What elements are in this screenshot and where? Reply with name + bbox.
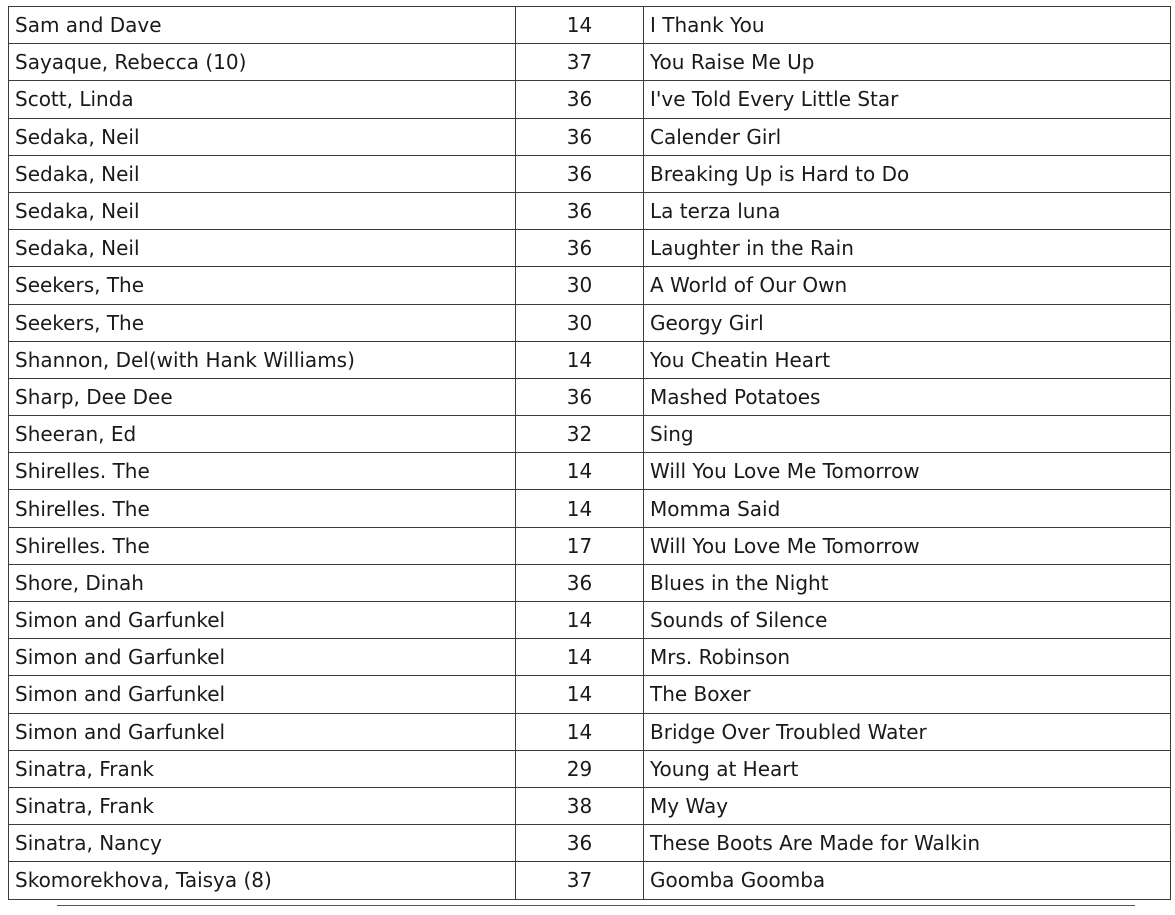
table-row	[9, 230, 1171, 267]
title-cell: I Thank You	[644, 7, 1171, 44]
table-row	[9, 378, 1171, 415]
number-cell: 14	[516, 490, 644, 527]
song-table	[8, 6, 1171, 900]
table-row	[9, 490, 1171, 527]
title-cell: Bridge Over Troubled Water	[644, 713, 1171, 750]
table-row	[9, 787, 1171, 824]
artist-cell: Sedaka, Neil	[9, 118, 516, 155]
artist-cell: Sheeran, Ed	[9, 416, 516, 453]
title-cell: Mashed Potatoes	[644, 378, 1171, 415]
number-cell: 32	[516, 416, 644, 453]
title-cell: Laughter in the Rain	[644, 230, 1171, 267]
artist-cell: Sinatra, Nancy	[9, 825, 516, 862]
artist-cell: Shore, Dinah	[9, 564, 516, 601]
number-cell: 36	[516, 230, 644, 267]
title-cell: You Raise Me Up	[644, 44, 1171, 81]
title-cell: Momma Said	[644, 490, 1171, 527]
table-row	[9, 527, 1171, 564]
number-cell: 29	[516, 750, 644, 787]
number-cell: 37	[516, 44, 644, 81]
title-cell: Sounds of Silence	[644, 602, 1171, 639]
title-cell: I've Told Every Little Star	[644, 81, 1171, 118]
table-row	[9, 676, 1171, 713]
number-cell: 30	[516, 267, 644, 304]
table-row	[9, 602, 1171, 639]
table-row	[9, 118, 1171, 155]
artist-cell: Seekers, The	[9, 304, 516, 341]
number-cell: 36	[516, 825, 644, 862]
number-cell: 14	[516, 676, 644, 713]
title-cell: Calender Girl	[644, 118, 1171, 155]
artist-cell: Shirelles. The	[9, 453, 516, 490]
table-row	[9, 341, 1171, 378]
page-divider-line	[57, 905, 1135, 906]
table-row	[9, 44, 1171, 81]
number-cell: 14	[516, 7, 644, 44]
table-row	[9, 267, 1171, 304]
artist-cell: Simon and Garfunkel	[9, 676, 516, 713]
number-cell: 37	[516, 862, 644, 899]
artist-cell: Shirelles. The	[9, 490, 516, 527]
number-cell: 14	[516, 453, 644, 490]
table-row	[9, 7, 1171, 44]
artist-cell: Sinatra, Frank	[9, 787, 516, 824]
song-list-sheet	[8, 6, 1170, 900]
artist-cell: Sedaka, Neil	[9, 192, 516, 229]
artist-cell: Sedaka, Neil	[9, 155, 516, 192]
title-cell: Will You Love Me Tomorrow	[644, 453, 1171, 490]
title-cell: Young at Heart	[644, 750, 1171, 787]
number-cell: 38	[516, 787, 644, 824]
number-cell: 14	[516, 713, 644, 750]
number-cell: 36	[516, 155, 644, 192]
table-row	[9, 639, 1171, 676]
artist-cell: Seekers, The	[9, 267, 516, 304]
number-cell: 36	[516, 378, 644, 415]
title-cell: Breaking Up is Hard to Do	[644, 155, 1171, 192]
song-table-body	[9, 7, 1171, 900]
title-cell: Goomba Goomba	[644, 862, 1171, 899]
title-cell: The Boxer	[644, 676, 1171, 713]
artist-cell: Shirelles. The	[9, 527, 516, 564]
title-cell: La terza luna	[644, 192, 1171, 229]
artist-cell: Simon and Garfunkel	[9, 639, 516, 676]
title-cell: My Way	[644, 787, 1171, 824]
artist-cell: Sedaka, Neil	[9, 230, 516, 267]
table-row	[9, 304, 1171, 341]
table-row	[9, 713, 1171, 750]
title-cell: Mrs. Robinson	[644, 639, 1171, 676]
title-cell: Will You Love Me Tomorrow	[644, 527, 1171, 564]
artist-cell: Sinatra, Frank	[9, 750, 516, 787]
number-cell: 14	[516, 602, 644, 639]
number-cell: 14	[516, 639, 644, 676]
title-cell: Georgy Girl	[644, 304, 1171, 341]
artist-cell: Sharp, Dee Dee	[9, 378, 516, 415]
number-cell: 14	[516, 341, 644, 378]
table-row	[9, 416, 1171, 453]
table-row	[9, 750, 1171, 787]
number-cell: 36	[516, 81, 644, 118]
table-row	[9, 825, 1171, 862]
title-cell: A World of Our Own	[644, 267, 1171, 304]
artist-cell: Sayaque, Rebecca (10)	[9, 44, 516, 81]
number-cell: 17	[516, 527, 644, 564]
title-cell: Sing	[644, 416, 1171, 453]
title-cell: You Cheatin Heart	[644, 341, 1171, 378]
table-row	[9, 862, 1171, 899]
table-row	[9, 81, 1171, 118]
artist-cell: Scott, Linda	[9, 81, 516, 118]
table-row	[9, 192, 1171, 229]
number-cell: 30	[516, 304, 644, 341]
artist-cell: Simon and Garfunkel	[9, 602, 516, 639]
title-cell: These Boots Are Made for Walkin	[644, 825, 1171, 862]
artist-cell: Simon and Garfunkel	[9, 713, 516, 750]
number-cell: 36	[516, 192, 644, 229]
artist-cell: Skomorekhova, Taisya (8)	[9, 862, 516, 899]
table-row	[9, 564, 1171, 601]
artist-cell: Shannon, Del(with Hank Williams)	[9, 341, 516, 378]
number-cell: 36	[516, 564, 644, 601]
artist-cell: Sam and Dave	[9, 7, 516, 44]
table-row	[9, 155, 1171, 192]
table-row	[9, 453, 1171, 490]
title-cell: Blues in the Night	[644, 564, 1171, 601]
number-cell: 36	[516, 118, 644, 155]
